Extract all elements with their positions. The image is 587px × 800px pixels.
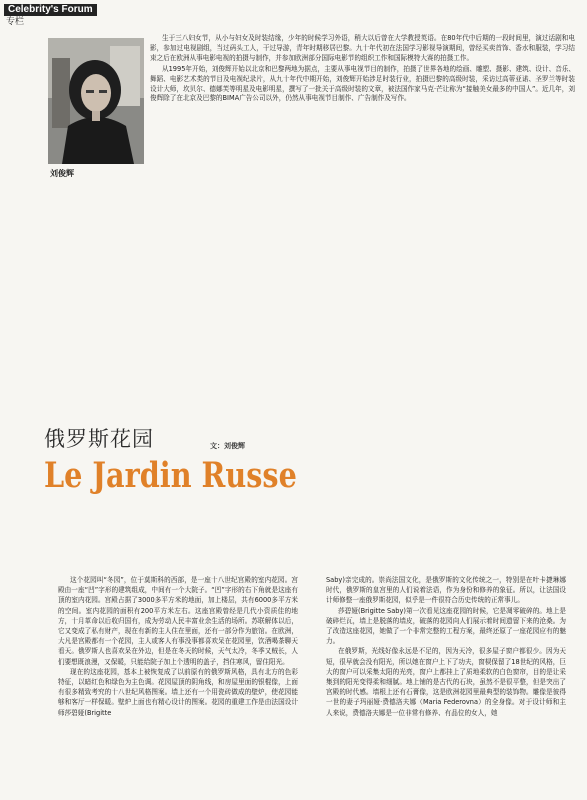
- article-paragraph: Saby)亲完成的。崇尚法国文化，是俄罗斯的文化传统之一，特别是在叶卡捷琳娜时代，俄罗斯的皇宫里的人们说着法语，作为身份和修养的象征。所以，让法国设计师修整一座俄罗斯花园，似乎是一件很符合历史传统的正常事儿。: [326, 576, 566, 605]
- author-photo-caption: 刘俊辉: [50, 169, 74, 178]
- section-masthead: [4, 4, 150, 28]
- article-paragraph: 在俄罗斯，光线好像永远是不足的，因为天冷，很多屋子窗户都很少。因为天短，很早就会没有阳光，所以她在窗户上下了功夫，窗棂保留了18世纪的风格，巨大的窗户可以采集太阳的光亮，窗户上都挂上了质地柔软的白色窗帘，目的是让采集到的阳光变得柔和细腻。地上铺的是古代的石块，虽然不是很平整，但是突出了宫殿的时代感。墙根上还有石膏像，这是欧洲花园里最典型的装饰物。雕像是彼得一世的妻子玛丽娅·费德洛夫娜（Maria Federovna）的全身像。对于设计师和主人来说，费德洛夫娜是一位非常有修养、有品位的女人，她: [326, 647, 566, 717]
- article-title-en: Le Jardin Russe: [44, 455, 297, 496]
- article-column-right: [326, 575, 566, 718]
- author-bio: [150, 34, 575, 104]
- article-byline: 文：刘俊辉: [210, 442, 245, 450]
- article-paragraph: 这个花园叫“冬园”，位于莫斯科的西部，是一座十八世纪宫殿的室内花园。宫殿由一座“凹”字形的建筑组成，中间有一个大院子。“凹”字形的右下角就是这座有顶的室内花园。宫殿占据了3000多平方米的地面，加上楼层，共有6000多平方米的空间。室内花园的面积有200平方米左右。这座宫殿曾经是几代小资质佳的地方，十月革命以后收归国有，成为劳动人民丰富业余生活的场所。苏联解体以后，它又变成了私有财产，现在有新的主人住在里面，还有一部分作为旅馆。在欧洲，大凡是宫殿都有一个花园，主人或客人有事没事都喜欢呆在花园里，饮酒喝茶聊天看天。俄罗斯人也喜欢呆在外边，但是在冬天的时候，天气太冷，冬季又贼长，人们要想既浪漫，又保暖，只能给院子加上个透明的盖子，挡住寒风，留住阳光。: [58, 576, 298, 666]
- article-paragraph: 莎碧娅(Brigitte Saby)第一次看见这座花园的时候，它是凋零破碎的。地上是破碎烂瓦，墙上是脱落的墙皮，破落的花园向人们展示着时间遗留下来的沧桑。为了改造这座花园，她做了一个非常完整的工程方案，最终还原了一座花园应有的魅力。: [326, 606, 566, 646]
- author-portrait-image: [48, 38, 144, 164]
- section-label-en: Celebrity's Forum: [4, 4, 97, 16]
- article-column-left: [58, 575, 298, 718]
- section-label-cn: 专栏: [6, 17, 25, 27]
- article-title-cn: 俄罗斯花园: [44, 427, 154, 451]
- bio-paragraph: 从1995年开始，刘俊辉开始以北京和巴黎两地为据点，主要从事电视节目的制作，拍摄了世界各地的绘画、雕塑、摄影、建筑、设计、音乐、舞蹈、电影艺术类的节目及电视纪录片，从九十年代中期开始，刘俊辉开始涉足时装行业，拍摄巴黎的高级时装，采访过高蒂亚诺、圣罗兰等时装设计大师，坎贝尔、德娜芙等明星及电影明星，撰写了一批关于高级时装的文章，被法国作家马克·芒让称为“接触美女最多的中国人”。近几年，刘俊辉除了在北京及巴黎的BIMA广告公司以外，仍然从事电视节目制作、广告制作及写作。: [150, 64, 575, 103]
- article-paragraph: 现在的这座花园，基本上被恢复成了以前原有的俄罗斯风格，具有北方的色彩特征，以暗红色和绿色为主色调。花园屋顶的阴角线，和房屋里面的银棍像，上面有很多精致考究的十八世纪风格图案。墙上还有一个用瓷砖做成的壁炉，使花园能够和客厅一样保暖。壁炉上面也有精心设计的图案。花园的重建工作是由法国设计师莎碧娅(Brigitte: [58, 667, 298, 717]
- author-photo: [48, 38, 144, 164]
- bio-paragraph: 生于三八妇女节，从小与妇女及时装结缘，少年的时候学习外语，稍大以后曾在大学教授英语。在80年代中后期的一段时间里，演过话剧和电影，参加过电视剧组，当过码头工人，干过导游，青年时期移居巴黎。九十年代初在法国学习影视导演期间，曾经买卖首饰、香水和服装，学习结束之后在欧洲从事电影电视的拍摄与制作，并参加欧洲部分国际电影节的组织工作和国际模特大赛的拍摄工作。: [150, 34, 575, 62]
